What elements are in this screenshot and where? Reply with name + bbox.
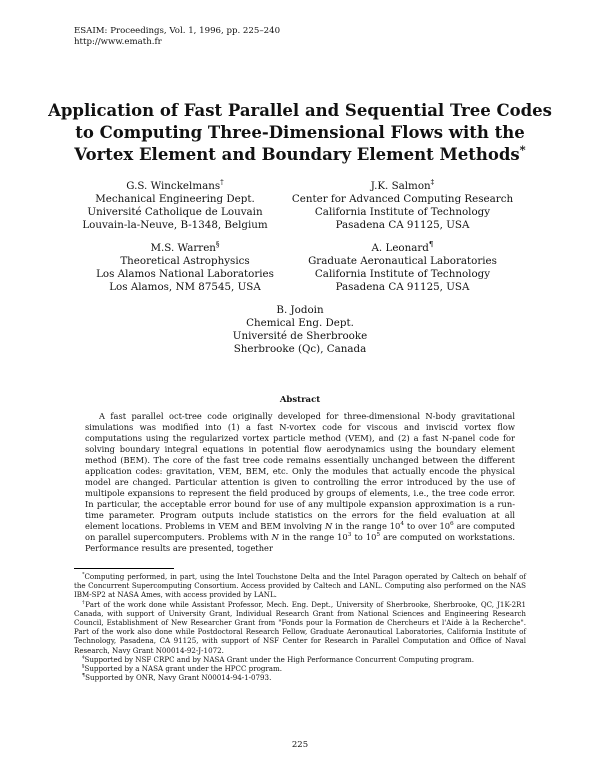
journal-url: http://www.emath.fr bbox=[74, 36, 162, 47]
author-name: B. Jodoin bbox=[276, 304, 324, 316]
author-affiliation: Chemical Eng. Dept. bbox=[246, 317, 354, 329]
author-affiliation: Université de Sherbrooke bbox=[232, 330, 368, 342]
author-block-jodoin bbox=[200, 304, 400, 356]
author-name: A. Leonard¶ bbox=[371, 239, 434, 254]
footnotes bbox=[74, 572, 526, 682]
author-affiliation: Pasadena CA 91125, USA bbox=[335, 281, 470, 293]
author-block-winckelmans bbox=[80, 177, 270, 232]
author-name: J.K. Salmon‡ bbox=[370, 177, 435, 192]
page-number: 225 bbox=[291, 740, 309, 750]
author-affiliation: Center for Advanced Computing Research bbox=[291, 193, 514, 205]
author-affiliation: Université Catholique de Louvain bbox=[87, 206, 263, 218]
author-affiliation: Los Alamos, NM 87545, USA bbox=[109, 281, 261, 293]
title-line-2: to Computing Three-Dimensional Flows with the bbox=[75, 123, 525, 142]
author-affiliation: Pasadena CA 91125, USA bbox=[335, 219, 470, 231]
footnote: *Computing performed, in part, using the Intel Touchstone Delta and the Intel Paragon operated by Caltech on behalf of the Concurrent Supercomputing Consortium. Access provided by Caltech and LANL. Computing also performed on the NAS IBM-SP2 at NASA Ames, with access provided by LANL. bbox=[74, 571, 526, 600]
author-affiliation: Mechanical Engineering Dept. bbox=[95, 193, 255, 205]
author-affiliation: Theoretical Astrophysics bbox=[120, 255, 250, 267]
footnote: †Part of the work done while Assistant Professor, Mech. Eng. Dept., University of Sherbrooke, Sherbrooke, QC, J1K-2R1 Canada, with support of University Grant, Individual Research Grant from National Sciences and Engineering Research Council, Establishment of New Researcher Grant from "Fonds pour la Formation de Chercheurs et l'Aide à la Recherche". Part of the work also done while Postdoctoral Research Fellow, Graduate Aeronautical Laboratories, California Institute of Technology, Pasadena, CA 91125, with support of NSF Center for Research in Parallel Computation and Office of Naval Research, Navy Grant N00014-92-J-1072. bbox=[74, 599, 526, 655]
title-line-3: Vortex Element and Boundary Element Methods* bbox=[74, 142, 526, 164]
author-name: M.S. Warren§ bbox=[150, 239, 220, 254]
author-block-warren bbox=[80, 239, 290, 294]
running-header bbox=[74, 26, 280, 47]
author-affiliation: Graduate Aeronautical Laboratories bbox=[308, 255, 497, 267]
author-affiliation: California Institute of Technology bbox=[314, 268, 491, 280]
paper-title bbox=[40, 100, 560, 166]
abstract-heading: Abstract bbox=[279, 395, 321, 405]
footnote: ¶Supported by ONR, Navy Grant N00014-94-1-0793. bbox=[82, 672, 272, 683]
journal-citation: ESAIM: Proceedings, Vol. 1, 1996, pp. 225–240 bbox=[74, 26, 281, 36]
footnote: §Supported by a NASA grant under the HPCC program. bbox=[82, 663, 283, 674]
abstract-body bbox=[85, 411, 515, 554]
title-line-1: Application of Fast Parallel and Sequential Tree Codes bbox=[48, 101, 552, 120]
author-block-salmon bbox=[290, 177, 515, 232]
author-affiliation: Louvain-la-Neuve, B-1348, Belgium bbox=[82, 219, 268, 231]
author-affiliation: Sherbrooke (Qc), Canada bbox=[233, 343, 367, 355]
title-footnote-mark: * bbox=[519, 142, 526, 157]
author-name: G.S. Winckelmans† bbox=[126, 177, 224, 192]
author-affiliation: California Institute of Technology bbox=[314, 206, 491, 218]
footnote: ‡Supported by NSF CRPC and by NASA Grant under the High Performance Concurrent Computing program. bbox=[82, 654, 475, 664]
author-block-leonard bbox=[290, 239, 515, 294]
abstract-paragraph: A fast parallel oct-tree code originally developed for three-dimensional N-body gravitational simulations was modified into (1) a fast N-vortex code for viscous and inviscid vortex flow computations using the regularized vortex particle method (VEM), and (2) a fast N-panel code for solving boundary integral equations in potential flow aerodynamics using the boundary element method (BEM). The core of the fast tree code remains essentially unchanged between the different application codes: gravitation, VEM, BEM, etc. Only the modules that actually encode the physical model are changed. Particular attention is given to controlling the error introduced by the use of multipole expansions to represent the field produced by groups of elements, i.e., the tree code error. In particular, the acceptable error bound for use of any multipole expansion approximation is a run-time parameter. Program outputs include statistics on the errors for the field evaluation at all element locations. Problems in VEM and BEM involving N in the range $10^4$ to over $10^6$ are computed on parallel supercomputers. Problems with N in the range $10^3$ to $10^5$ are computed on workstations. Performance results are presented, together bbox=[85, 411, 516, 553]
author-affiliation: Los Alamos National Laboratories bbox=[96, 268, 274, 280]
footnote-rule bbox=[74, 568, 174, 569]
